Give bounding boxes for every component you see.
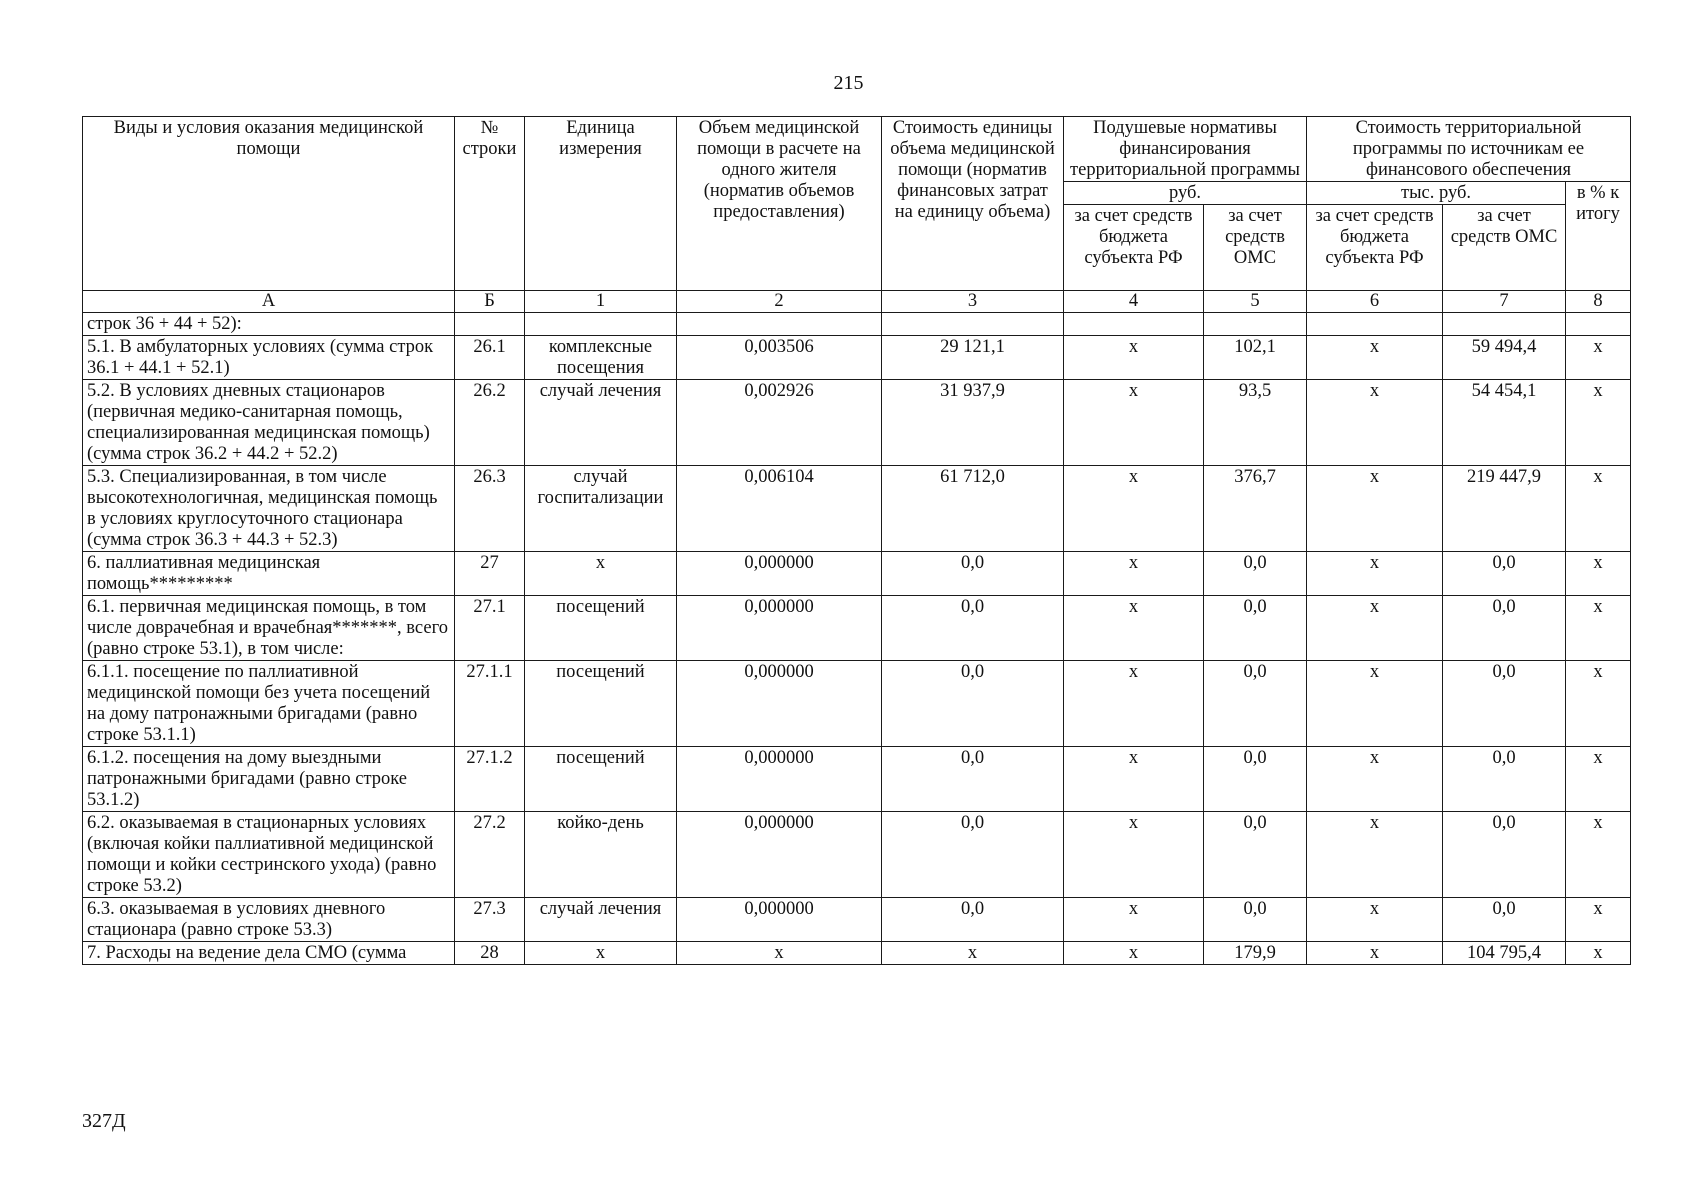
table-row — [83, 466, 1631, 552]
row-total-budget: х — [1307, 898, 1443, 942]
row-unit-cost: 0,0 — [882, 812, 1064, 898]
table-row — [83, 812, 1631, 898]
row-total-oms: 0,0 — [1443, 552, 1566, 596]
table-row — [83, 552, 1631, 596]
row-unit: х — [525, 942, 677, 965]
header-row-1 — [83, 117, 1631, 182]
row-unit-cost: 29 121,1 — [882, 336, 1064, 380]
row-description: 5.1. В амбулаторных условиях (сумма строк 36.1 + 44.1 + 52.1) — [83, 336, 455, 380]
row-total-oms: 0,0 — [1443, 898, 1566, 942]
row-unit-cost: 31 937,9 — [882, 380, 1064, 466]
row-percent: х — [1566, 336, 1631, 380]
row-total-budget: х — [1307, 661, 1443, 747]
index-cell: 6 — [1307, 291, 1443, 313]
row-number: 28 — [455, 942, 525, 965]
index-cell: 1 — [525, 291, 677, 313]
row-percent — [1566, 313, 1631, 336]
row-volume: 0,000000 — [677, 747, 882, 812]
row-per-capita-budget: х — [1064, 661, 1204, 747]
row-volume: х — [677, 942, 882, 965]
row-percent: х — [1566, 380, 1631, 466]
row-per-capita-budget: х — [1064, 747, 1204, 812]
row-unit: посещений — [525, 661, 677, 747]
row-total-budget: х — [1307, 552, 1443, 596]
row-total-budget: х — [1307, 380, 1443, 466]
row-description: 6.1.1. посещение по паллиативной медицинской помощи без учета посещений на дому патронажными бригадами (равно строке 53.1.1) — [83, 661, 455, 747]
index-cell: 5 — [1204, 291, 1307, 313]
index-cell: А — [83, 291, 455, 313]
table-row — [83, 747, 1631, 812]
row-per-capita-oms: 376,7 — [1204, 466, 1307, 552]
header-group-cost: Стоимость территориальной программы по источникам ее финансового обеспечения — [1307, 117, 1631, 182]
row-unit-cost — [882, 313, 1064, 336]
row-total-oms: 59 494,4 — [1443, 336, 1566, 380]
index-cell: 3 — [882, 291, 1064, 313]
row-unit: случай лечения — [525, 380, 677, 466]
row-total-oms: 0,0 — [1443, 661, 1566, 747]
document-code: 327Д — [82, 1110, 126, 1132]
row-percent: х — [1566, 898, 1631, 942]
row-percent: х — [1566, 596, 1631, 661]
table-row — [83, 596, 1631, 661]
row-unit: койко-день — [525, 812, 677, 898]
row-description: 5.3. Специализированная, в том числе высокотехнологичная, медицинская помощь в условиях круглосуточного стационара (сумма строк 36.3 + 44.3 + 52.3) — [83, 466, 455, 552]
header-col-8: в % к итогу — [1566, 182, 1631, 291]
row-unit: посещений — [525, 596, 677, 661]
row-volume: 0,000000 — [677, 596, 882, 661]
row-percent: х — [1566, 466, 1631, 552]
header-col-6: за счет средств бюджета субъекта РФ — [1307, 205, 1443, 291]
row-number: 27.1 — [455, 596, 525, 661]
header-col-a: Виды и условия оказания медицинской помощи — [83, 117, 455, 291]
row-number: 27 — [455, 552, 525, 596]
index-cell: 8 — [1566, 291, 1631, 313]
row-volume: 0,006104 — [677, 466, 882, 552]
row-volume: 0,000000 — [677, 552, 882, 596]
row-number — [455, 313, 525, 336]
row-total-budget: х — [1307, 942, 1443, 965]
row-unit: случай госпитализации — [525, 466, 677, 552]
row-total-budget — [1307, 313, 1443, 336]
row-total-budget: х — [1307, 747, 1443, 812]
row-description: 6. паллиативная медицинская помощь********* — [83, 552, 455, 596]
row-number: 27.1.2 — [455, 747, 525, 812]
row-volume: 0,003506 — [677, 336, 882, 380]
header-unit-thousand-rub: тыс. руб. — [1307, 182, 1566, 205]
column-index-row — [83, 291, 1631, 313]
row-unit-cost: х — [882, 942, 1064, 965]
table-row — [83, 942, 1631, 965]
row-description: 7. Расходы на ведение дела СМО (сумма — [83, 942, 455, 965]
row-volume: 0,000000 — [677, 812, 882, 898]
header-group-per-capita: Подушевые нормативы финансирования территориальной программы — [1064, 117, 1307, 182]
row-volume — [677, 313, 882, 336]
row-total-oms: 0,0 — [1443, 747, 1566, 812]
row-per-capita-oms: 0,0 — [1204, 596, 1307, 661]
index-cell: 7 — [1443, 291, 1566, 313]
table-row — [83, 313, 1631, 336]
row-unit: х — [525, 552, 677, 596]
row-description: 6.1.2. посещения на дому выездными патронажными бригадами (равно строке 53.1.2) — [83, 747, 455, 812]
row-description: 6.3. оказываемая в условиях дневного стационара (равно строке 53.3) — [83, 898, 455, 942]
page-number: 215 — [833, 72, 864, 94]
row-per-capita-budget — [1064, 313, 1204, 336]
row-number: 26.3 — [455, 466, 525, 552]
row-unit-cost: 0,0 — [882, 552, 1064, 596]
row-unit-cost: 0,0 — [882, 898, 1064, 942]
row-per-capita-oms: 102,1 — [1204, 336, 1307, 380]
row-per-capita-oms: 0,0 — [1204, 552, 1307, 596]
row-per-capita-budget: х — [1064, 596, 1204, 661]
row-percent: х — [1566, 552, 1631, 596]
row-total-oms: 219 447,9 — [1443, 466, 1566, 552]
row-number: 27.2 — [455, 812, 525, 898]
row-unit-cost: 0,0 — [882, 596, 1064, 661]
row-total-budget: х — [1307, 336, 1443, 380]
row-percent: х — [1566, 661, 1631, 747]
row-total-oms: 0,0 — [1443, 812, 1566, 898]
row-unit: случай лечения — [525, 898, 677, 942]
header-col-3: Стоимость единицы объема медицинской помощи (норматив финансовых затрат на единицу объема) — [882, 117, 1064, 291]
row-volume: 0,002926 — [677, 380, 882, 466]
index-cell: 2 — [677, 291, 882, 313]
row-total-oms: 54 454,1 — [1443, 380, 1566, 466]
row-number: 26.2 — [455, 380, 525, 466]
row-per-capita-budget: х — [1064, 812, 1204, 898]
row-unit: комплексные посещения — [525, 336, 677, 380]
row-description: 6.2. оказываемая в стационарных условиях (включая койки паллиативной медицинской помощи и койки сестринского ухода) (равно строке 53.2) — [83, 812, 455, 898]
table-row — [83, 336, 1631, 380]
row-description: 5.2. В условиях дневных стационаров (первичная медико-санитарная помощь, специализированная медицинская помощь) (сумма строк 36.2 + 44.2 + 52.2) — [83, 380, 455, 466]
table-row — [83, 380, 1631, 466]
row-total-oms — [1443, 313, 1566, 336]
row-percent: х — [1566, 942, 1631, 965]
row-per-capita-oms: 0,0 — [1204, 812, 1307, 898]
row-unit — [525, 313, 677, 336]
row-unit-cost: 0,0 — [882, 661, 1064, 747]
row-per-capita-oms: 0,0 — [1204, 747, 1307, 812]
row-percent: х — [1566, 812, 1631, 898]
row-number: 27.3 — [455, 898, 525, 942]
row-per-capita-budget: х — [1064, 466, 1204, 552]
header-col-1: Единица измерения — [525, 117, 677, 291]
row-description: 6.1. первичная медицинская помощь, в том числе доврачебная и врачебная*******, всего (равно строке 53.1), в том числе: — [83, 596, 455, 661]
row-unit-cost: 61 712,0 — [882, 466, 1064, 552]
row-unit: посещений — [525, 747, 677, 812]
row-number: 26.1 — [455, 336, 525, 380]
row-total-oms: 104 795,4 — [1443, 942, 1566, 965]
header-unit-rub: руб. — [1064, 182, 1307, 205]
row-per-capita-budget: х — [1064, 898, 1204, 942]
row-per-capita-oms: 179,9 — [1204, 942, 1307, 965]
index-cell: Б — [455, 291, 525, 313]
header-col-b: № строки — [455, 117, 525, 291]
header-col-7: за счет средств ОМС — [1443, 205, 1566, 291]
row-per-capita-budget: х — [1064, 942, 1204, 965]
row-per-capita-budget: х — [1064, 552, 1204, 596]
header-col-2: Объем медицинской помощи в расчете на одного жителя (норматив объемов предоставления) — [677, 117, 882, 291]
table-row — [83, 898, 1631, 942]
row-per-capita-budget: х — [1064, 336, 1204, 380]
row-volume: 0,000000 — [677, 661, 882, 747]
row-total-budget: х — [1307, 596, 1443, 661]
index-cell: 4 — [1064, 291, 1204, 313]
row-number: 27.1.1 — [455, 661, 525, 747]
table-body — [83, 313, 1631, 965]
row-volume: 0,000000 — [677, 898, 882, 942]
row-description: строк 36 + 44 + 52): — [83, 313, 455, 336]
financing-table — [82, 116, 1631, 965]
row-per-capita-oms: 0,0 — [1204, 898, 1307, 942]
row-total-budget: х — [1307, 812, 1443, 898]
row-per-capita-budget: х — [1064, 380, 1204, 466]
row-percent: х — [1566, 747, 1631, 812]
row-per-capita-oms — [1204, 313, 1307, 336]
row-per-capita-oms: 93,5 — [1204, 380, 1307, 466]
header-col-4: за счет средств бюджета субъекта РФ — [1064, 205, 1204, 291]
header-col-5: за счет средств ОМС — [1204, 205, 1307, 291]
table-row — [83, 661, 1631, 747]
row-total-oms: 0,0 — [1443, 596, 1566, 661]
row-total-budget: х — [1307, 466, 1443, 552]
row-per-capita-oms: 0,0 — [1204, 661, 1307, 747]
row-unit-cost: 0,0 — [882, 747, 1064, 812]
